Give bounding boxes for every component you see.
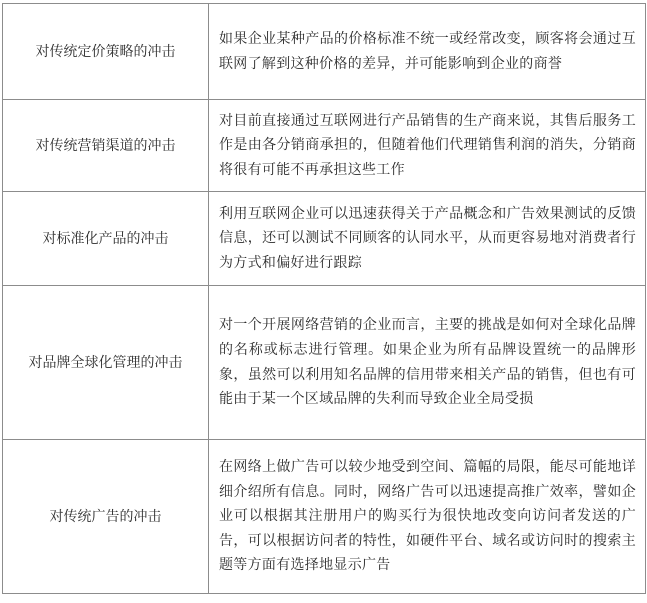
impact-label: 对传统广告的冲击	[3, 440, 209, 594]
table-row	[3, 192, 646, 286]
table-row	[3, 4, 646, 100]
impact-description: 如果企业某种产品的价格标准不统一或经常改变，顾客将会通过互联网了解到这种价格的差异，并可能影响到企业的商誉	[209, 4, 646, 100]
table-row	[3, 286, 646, 440]
table-row	[3, 440, 646, 594]
impact-description: 利用互联网企业可以迅速获得关于产品概念和广告效果测试的反馈信息，还可以测试不同顾客的认同水平，从而更容易地对消费者行为方式和偏好进行跟踪	[209, 192, 646, 286]
table-row	[3, 100, 646, 192]
impact-description: 在网络上做广告可以较少地受到空间、篇幅的局限，能尽可能地详细介绍所有信息。同时，网络广告可以迅速提高推广效率，譬如企业可以根据其注册用户的购买行为很快地改变向访问者发送的广告，可以根据访问者的特性，如硬件平台、域名或访问时的搜索主题等方面有选择地显示广告	[209, 440, 646, 594]
impact-description: 对目前直接通过互联网进行产品销售的生产商来说，其售后服务工作是由各分销商承担的，但随着他们代理销售利润的消失，分销商将很有可能不再承担这些工作	[209, 100, 646, 192]
impact-label: 对传统定价策略的冲击	[3, 4, 209, 100]
impact-description: 对一个开展网络营销的企业而言，主要的挑战是如何对全球化品牌的名称或标志进行管理。如果企业为所有品牌设置统一的品牌形象，虽然可以利用知名品牌的信用带来相关产品的销售，但也有可能由于某一个区域品牌的失利而导致企业全局受损	[209, 286, 646, 440]
impact-label: 对标准化产品的冲击	[3, 192, 209, 286]
impact-table	[2, 3, 646, 594]
impact-label: 对传统营销渠道的冲击	[3, 100, 209, 192]
impact-label: 对品牌全球化管理的冲击	[3, 286, 209, 440]
